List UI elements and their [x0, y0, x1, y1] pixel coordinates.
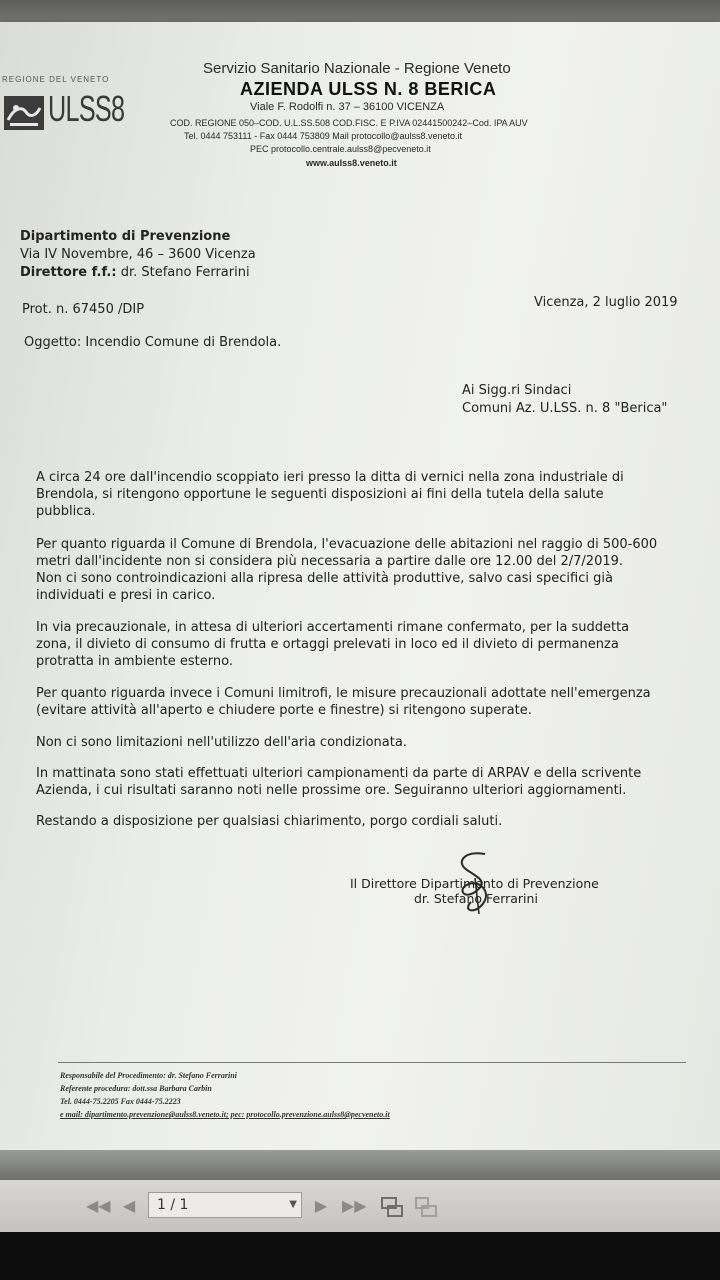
paragraph-line: Per quanto riguarda il Comune di Brendola, l'evacuazione delle abitazioni nel raggio di 500-600 [36, 537, 658, 552]
paragraph-4 [36, 685, 706, 719]
letterhead-address: Viale F. Rodolfi n. 37 – 36100 VICENZA [250, 101, 445, 113]
place-date: Vicenza, 2 luglio 2019 [534, 295, 678, 310]
director-name: dr. Stefano Ferrarini [120, 265, 250, 280]
paragraph-3 [36, 619, 706, 670]
paragraph-5 [36, 734, 706, 751]
single-page-view-icon[interactable] [414, 1196, 438, 1218]
letterhead-pec: PEC protocollo.centrale.aulss8@pecveneto.it [250, 144, 431, 154]
paragraph-line: Azienda, i cui risultati saranno noti nelle prossime ore. Seguiranno ulteriori aggiornamenti. [36, 783, 627, 798]
signature-title: Il Direttore Dipartimento di Prevenzione [350, 876, 599, 891]
paragraph-line: Per quanto riguarda invece i Comuni limitrofi, le misure precauzionali adottate nell'emergenza [36, 686, 651, 701]
letterhead-codes: COD. REGIONE 050–COD. U.L.SS.508 COD.FISC. E P.IVA 02441500242–Cod. IPA AUV [170, 118, 528, 128]
protocol-number: Prot. n. 67450 /DIP [22, 302, 145, 317]
letterhead-title: AZIENDA ULSS N. 8 BERICA [240, 79, 497, 99]
footer-divider [58, 1062, 686, 1063]
paragraph-line: individuati e presi in carico. [36, 588, 216, 603]
letterhead-line-1: Servizio Sanitario Nazionale - Regione Veneto [203, 60, 511, 77]
logo-region-text: REGIONE DEL VENETO [2, 75, 110, 84]
department-address: Via IV Novembre, 46 – 3600 Vicenza [20, 247, 256, 262]
director-label: Direttore f.f.: [20, 265, 117, 280]
department-director [20, 265, 250, 280]
signature-name: dr. Stefano Ferrarini [414, 891, 538, 906]
paragraph-line: Brendola, si ritengono opportune le seguenti disposizioni ai fini della tutela della salute [36, 487, 604, 502]
subject-line: Oggetto: Incendio Comune di Brendola. [24, 335, 282, 350]
paragraph-line: Non ci sono limitazioni nell'utilizzo dell'aria condizionata. [36, 735, 407, 750]
screen-bottom [0, 1232, 720, 1280]
recipient-line-1: Ai Sigg.ri Sindaci [462, 383, 572, 398]
chevron-down-icon: ▼ [289, 1199, 297, 1210]
footer-referent: Referente procedura: dott.ssa Barbara Carbin [60, 1084, 212, 1093]
recipient-line-2: Comuni Az. U.LSS. n. 8 "Berica" [462, 401, 668, 416]
paragraph-line: Non ci sono controindicazioni alla ripresa delle attività produttive, salvo casi specifici già [36, 571, 613, 586]
paragraph-line: protratta in ambiente esterno. [36, 654, 233, 669]
first-page-icon[interactable]: ◀◀ [86, 1196, 111, 1215]
last-page-icon[interactable]: ▶▶ [342, 1196, 367, 1215]
paragraph-line: In mattinata sono stati effettuati ulteriori campionamenti da parte di ARPAV e della scrivente [36, 766, 642, 781]
paragraph-1 [36, 469, 706, 520]
paragraph-line: A circa 24 ore dall'incendio scoppiato ieri presso la ditta di vernici nella zona industriale di [36, 470, 624, 485]
paragraph-6 [36, 765, 706, 799]
letterhead-website: www.aulss8.veneto.it [306, 158, 397, 168]
previous-page-icon[interactable]: ◀ [122, 1196, 136, 1215]
letterhead-contacts: Tel. 0444 753111 - Fax 0444 753809 Mail protocollo@aulss8.veneto.it [184, 131, 462, 141]
footer-responsible: Responsabile del Procedimento: dr. Stefano Ferrarini [60, 1071, 237, 1080]
next-page-icon[interactable]: ▶ [314, 1196, 328, 1215]
two-page-view-icon[interactable] [380, 1196, 404, 1218]
footer-email: e mail: dipartimento.prevenzione@aulss8.veneto.it; pec: protocollo.prevenzione.aulss8@pecveneto.it [60, 1110, 390, 1119]
paragraph-line: Restando a disposizione per qualsiasi chiarimento, porgo cordiali saluti. [36, 814, 503, 829]
ulss-logo-icon [4, 96, 44, 130]
paragraph-line: zona, il divieto di consumo di frutta e ortaggi prelevati in loco ed il divieto di permanenza [36, 637, 619, 652]
paragraph-line: pubblica. [36, 504, 96, 519]
paragraph-2 [36, 536, 706, 604]
paragraph-7 [36, 813, 706, 830]
page-indicator-select[interactable] [148, 1192, 302, 1218]
footer-phone: Tel. 0444-75.2205 Fax 0444-75.2223 [60, 1097, 181, 1106]
paragraph-line: In via precauzionale, in attesa di ulteriori accertamenti rimane confermato, per la suddetta [36, 620, 630, 635]
paragraph-line: metri dall'incidente non si considera più necessaria a partire dalle ore 12.00 del 2/7/2019. [36, 554, 624, 569]
paragraph-line: (evitare attività all'aperto e chiudere porte e finestre) si ritengono superate. [36, 703, 532, 718]
page-edge-shadow [0, 1150, 720, 1180]
logo-wordmark: ULSS8 [48, 88, 125, 129]
department-name: Dipartimento di Prevenzione [20, 229, 231, 244]
page-indicator-text: 1 / 1 [157, 1197, 189, 1213]
